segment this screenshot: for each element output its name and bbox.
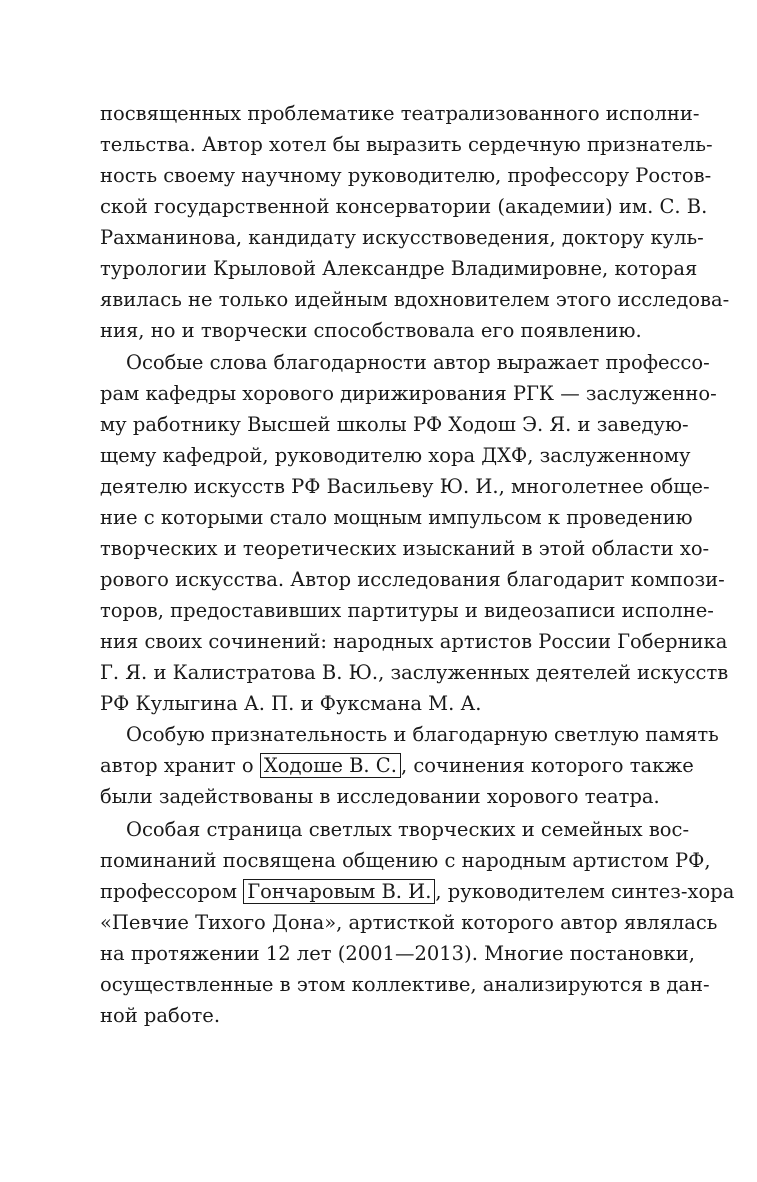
- paragraph-2-line: рам кафедры хорового дирижирования РГК — заслуженно-: [100, 382, 717, 405]
- paragraph-2-line: деятелю искусств РФ Васильеву Ю. И., многолетнее обще-: [100, 475, 710, 498]
- paragraph-1-line: ность своему научному руководителю, профессору Ростов-: [100, 164, 712, 187]
- paragraph-4-line: «Певчие Тихого Дона», артисткой которого автор являлась: [100, 911, 718, 934]
- paragraph-1-line: Рахманинова, кандидату искусствоведения, доктору куль-: [100, 226, 704, 249]
- paragraph-3-line: [100, 749, 694, 783]
- paragraph-4-line: осуществленные в этом коллективе, анализируются в дан-: [100, 973, 710, 996]
- paragraph-4-line: поминаний посвящена общению с народным артистом РФ,: [100, 849, 711, 872]
- paragraph-2-line: РФ Кулыгина А. П. и Фуксмана М. А.: [100, 692, 482, 715]
- boxed-name-khodosh: Ходоше В. С.: [260, 753, 401, 778]
- paragraph-2-line: ния своих сочинений: народных артистов России Гоберника: [100, 630, 728, 653]
- paragraph-2-line: Г. Я. и Калистратова В. Ю., заслуженных деятелей искусств: [100, 661, 729, 684]
- paragraph-3-line: Особую признательность и благодарную светлую память: [126, 723, 719, 746]
- paragraph-4-line: Особая страница светлых творческих и семейных вос-: [126, 818, 690, 841]
- paragraph-2-line: торов, предоставивших партитуры и видеозаписи исполне-: [100, 599, 714, 622]
- paragraph-3-text: , сочинения которого также: [400, 754, 694, 777]
- paragraph-2-line: му работнику Высшей школы РФ Ходош Э. Я. и заведую-: [100, 413, 689, 436]
- paragraph-4-line: ной работе.: [100, 1004, 221, 1027]
- paragraph-1-line: посвященных проблематике театрализованного исполни-: [100, 102, 700, 125]
- paragraph-1-line: ской государственной консерватории (академии) им. С. В.: [100, 195, 708, 218]
- paragraph-2-line: щему кафедрой, руководителю хора ДХФ, заслуженному: [100, 444, 691, 467]
- paragraph-1-line: тельства. Автор хотел бы выразить сердечную признатель-: [100, 133, 713, 156]
- paragraph-2-line: ние с которыми стало мощным импульсом к проведению: [100, 506, 693, 529]
- paragraph-2-line: творческих и теоретических изысканий в этой области хо-: [100, 537, 710, 560]
- paragraph-2-line: Особые слова благодарности автор выражает профессо-: [126, 351, 710, 374]
- paragraph-4-text: , руководителем синтез-хора: [435, 880, 735, 903]
- paragraph-1-line: явилась не только идейным вдохновителем этого исследова-: [100, 288, 730, 311]
- paragraph-4-text: профессором: [100, 880, 244, 903]
- boxed-name-goncharov: Гончаровым В. И.: [243, 879, 435, 904]
- paragraph-1-line: ния, но и творчески способствовала его появлению.: [100, 319, 642, 342]
- paragraph-4-line: [100, 875, 735, 909]
- paragraph-1-line: турологии Крыловой Александре Владимировне, которая: [100, 257, 698, 280]
- paragraph-3-line: были задействованы в исследовании хорового театра.: [100, 785, 660, 808]
- paragraph-2-line: рового искусства. Автор исследования благодарит компози-: [100, 568, 725, 591]
- paragraph-3-text: автор хранит о: [100, 754, 260, 777]
- paragraph-4-line: на протяжении 12 лет (2001—2013). Многие постановки,: [100, 942, 695, 965]
